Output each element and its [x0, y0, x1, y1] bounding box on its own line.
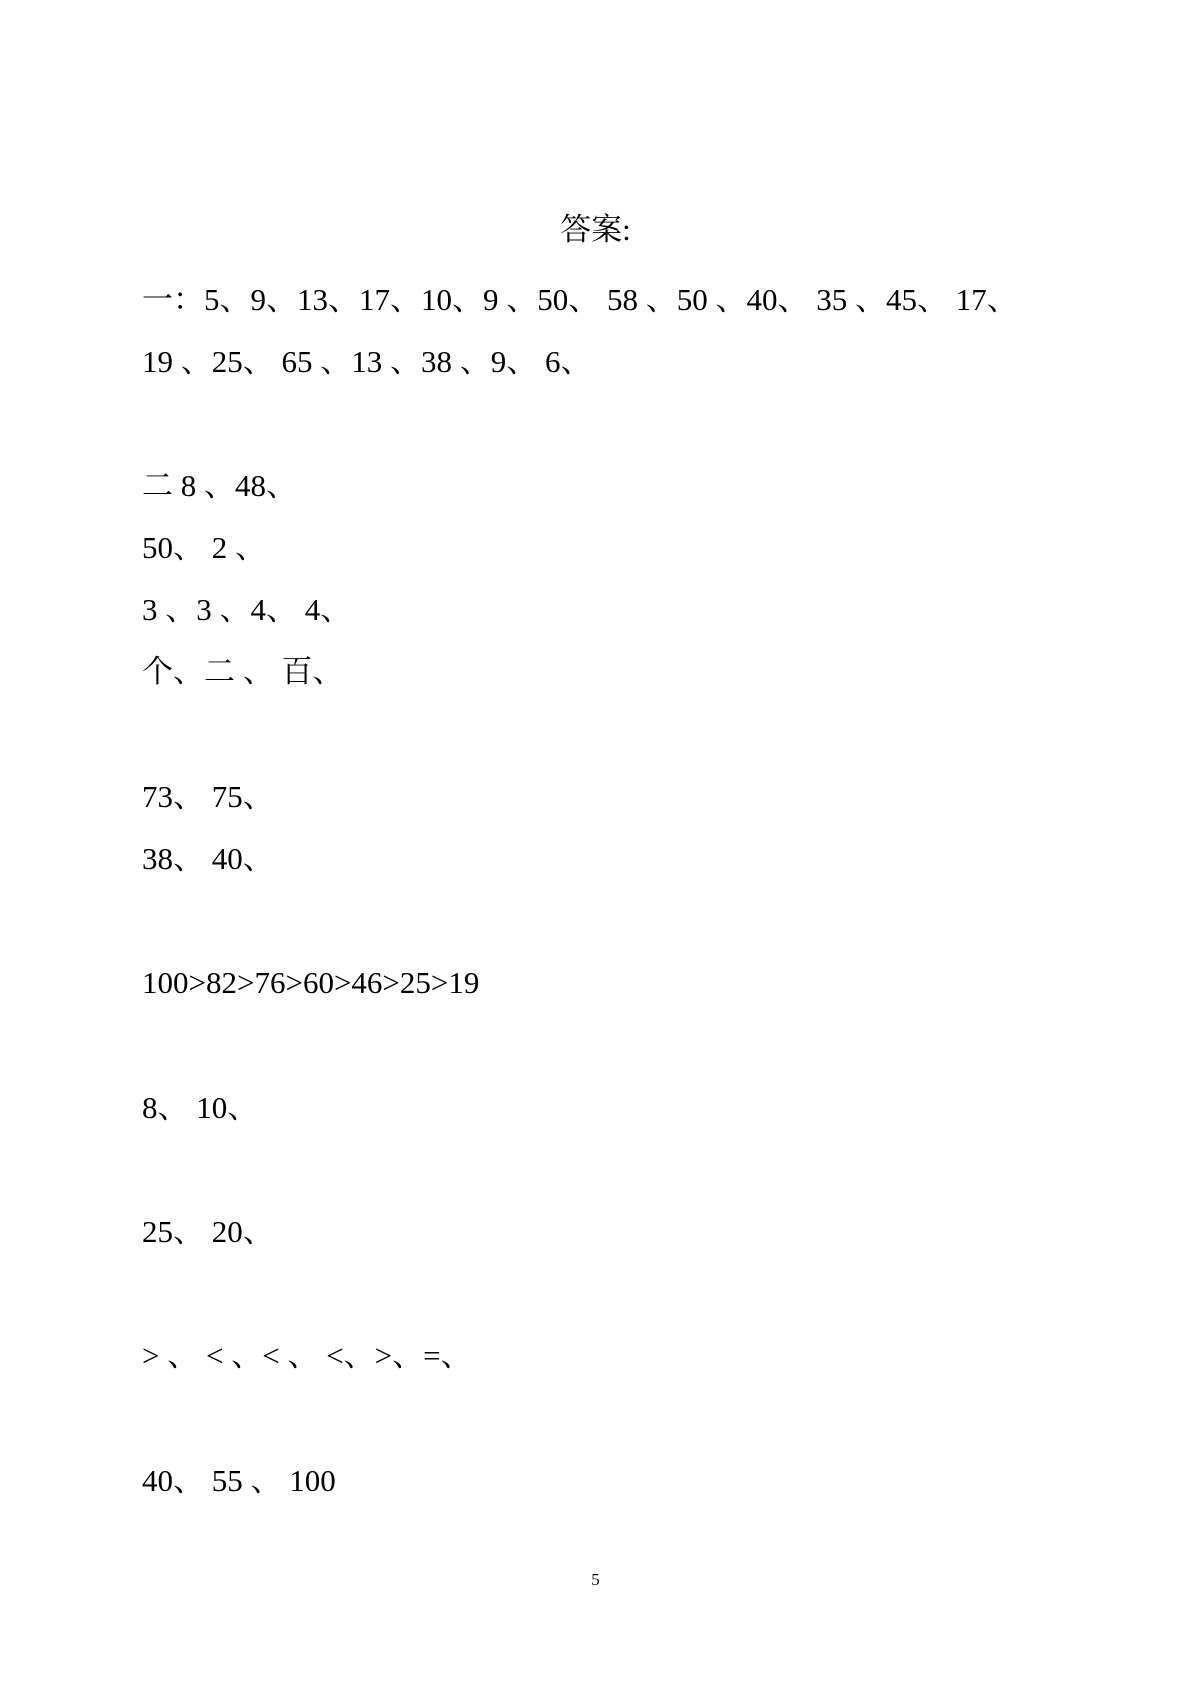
answer-line-10: 8、 10、	[142, 1090, 259, 1125]
answer-title: 答案:	[560, 212, 631, 247]
answer-line-9: 100>82>76>60>46>25>19	[142, 965, 480, 1000]
answer-line-1: 一：5、9、13、17、10、9 、50、 58 、50 、40、 35 、45、 17、	[142, 282, 1018, 317]
answer-line-7: 73、 75、	[142, 779, 274, 814]
answer-line-5: 3 、3 、4、 4、	[142, 592, 352, 627]
answer-line-3: 二 8 、48、	[142, 468, 297, 503]
answer-line-11: 25、 20、	[142, 1214, 274, 1249]
answer-line-6: 个、二 、 百、	[142, 654, 344, 689]
answer-line-2: 19 、25、 65 、13 、38 、9、 6、	[142, 344, 592, 379]
answer-line-4: 50、 2 、	[142, 530, 266, 565]
answer-line-13: 40、 55 、 100	[142, 1463, 336, 1498]
page-number: 5	[591, 1570, 600, 1589]
answer-line-12: > 、 < 、< 、 <、>、=、	[142, 1338, 472, 1373]
answer-line-8: 38、 40、	[142, 841, 274, 876]
